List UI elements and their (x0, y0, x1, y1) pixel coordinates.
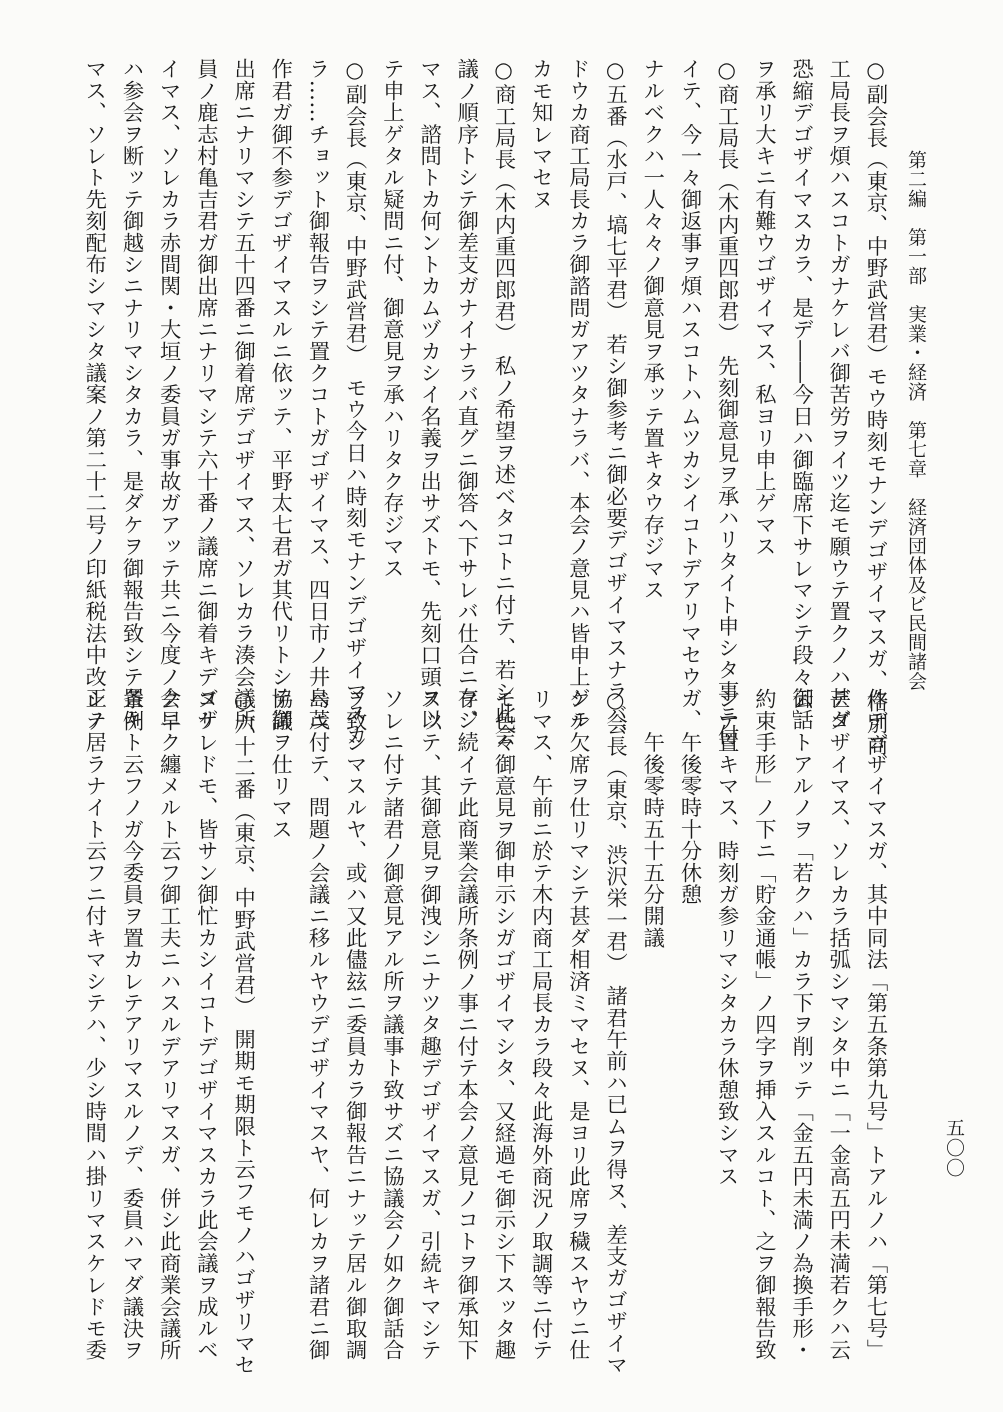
page-number: 五〇〇 (943, 1118, 965, 1178)
text-column: ナルベクハ一人々々ノ御意見ヲ承ッテ置キタウ存ジマス (639, 58, 665, 601)
text-column: 作君ガ御不参デゴザイマスルニ依ッテ、平野太七君ガ其代リトシテ御 (267, 58, 293, 731)
text-column: ○副会長（東京、中野武営君）モウ時刻モナンデゴザイマスガ、格別商 (863, 58, 888, 757)
text-column: 議ノ順序トシテ御差支ガナイナラバ直グニ御答ヘ下サレバ仕合ニ存ジ (453, 58, 479, 731)
text-column: カモ知レマセヌ (528, 58, 554, 210)
text-column: ○商工局長（木内重四郎君） 先刻御意見ヲ承ハリタイト申シタ事ニ付 (714, 58, 740, 746)
text-column: ヲ承リ大キニ有難ウゴザイマス、私ヨリ申上ゲマス (751, 58, 777, 558)
text-column: 条例ト云フノガ今委員ヲ置カレテアリマスルノデ、委員ハマダ議決ヲ (119, 688, 144, 1361)
text-column: 約束手形」ノ下ニ「貯金通帳」ノ四字ヲ挿入スルコト、之ヲ御報告致 (751, 688, 777, 1361)
text-column: ヲ、続イテ此商業会議所条例ノ事ニ付テ本会ノ意見ノコトヲ御承知下 (453, 688, 479, 1361)
text-column: 協議ヲ仕リマス (267, 688, 293, 840)
text-column: イマス、ソレカラ赤間関・大垣ノ委員ガ事故ガアッテ共ニ今度ノ会ニ (156, 58, 182, 731)
text-column: ヲ致シマスルヤ、或ハ又此儘玆ニ委員カラ御報告ニナッテ居ル御取調 (342, 688, 368, 1361)
text-column: スッテ、其御意見ヲ御洩シニナツタ趣デゴザイマスガ、引続キマシテ (416, 688, 442, 1361)
text-column: ○六十二番（東京、中野武営君） 開期モ期限ト云フモノハゴザリマセ (230, 688, 256, 1376)
text-column: デゴザイマス、ソレカラ括弧シマシタ中ニ「一金高五円未満若クハ云 (825, 688, 851, 1361)
text-column: 工局長ヲ煩ハスコトガナケレバ御苦労ヲイツ迄モ願ウテ置クノハ甚ダ (825, 58, 851, 731)
text-column: 云」トアルノヲ「若クハ」カラ下ヲ削ッテ「金五円未満ノ為換手形・ (788, 688, 814, 1361)
text-column: ラ……チョット御報告ヲシテ置クコトガゴザイマス、四日市ノ井島茂 (305, 58, 330, 731)
text-column: ベニ付テ、問題ノ会議ニ移ルヤウデゴザイマスヤ、何レカヲ諸君ニ御 (305, 688, 330, 1361)
text-column: ○商工局長（木内重四郎君） 私ノ希望ヲ述ベタコトニ付テ、若シ此会 (491, 58, 516, 746)
text-column: ク早ク纏メルト云フ御工夫ニハスルデアリマスガ、併シ此商業会議所 (156, 688, 182, 1361)
text-column: 恐縮デゴザイマスカラ、是デ――今日ハ御臨席下サレマシテ段々御話 (788, 58, 814, 731)
text-column: 件デゴザイマスガ、其中同法「第五条第九号」トアルノハ「第七号」 (863, 688, 888, 1361)
text-column: ハ参会ヲ断ッテ御越シニナリマシタカラ、是ダケヲ御報告致シテ置キ (119, 58, 144, 731)
text-column: 出席ニナリマシテ五十四番ニ御着席デゴザイマス、ソレカラ湊会議所 (230, 58, 256, 731)
text-column: マス、諮問トカ何ントカムヅカシイ名義ヲ出サズトモ、先刻口頭ヲ以 (416, 58, 442, 731)
text-column: 員ノ鹿志村亀吉君ガ御出席ニナリマシテ六十番ノ議席ニ御着キデゴザ (193, 58, 219, 731)
text-column: シテ欠席ヲ仕リマシテ甚ダ相済ミマセヌ、是ヨリ此席ヲ穢スヤウニ仕 (565, 688, 591, 1361)
text-column: ○副会長（東京、中野武営君） モウ今日ハ時刻モナンデゴザイマスカ (342, 58, 368, 746)
text-column: イテ、今一々御返事ヲ煩ハスコトハムツカシイコトデアリマセウガ、 (677, 58, 702, 731)
text-column: シテ置キマス、時刻ガ参リマシタカラ休憩致シマス (714, 688, 740, 1188)
text-column: ○会長（東京、渋沢栄一君） 諸君午前ハ已ムヲ得ヌ、差支ガゴザイマ (602, 688, 628, 1376)
text-column: ヌケレドモ、皆サン御忙カシイコトデゴザイマスカラ此会議ヲ成ルベ (193, 688, 219, 1361)
text-column: リマス、午前ニ於テ木内商工局長カラ段々此海外商況ノ取調等ニ付テ (528, 688, 554, 1361)
text-column: ソレニ付テ諸君ノ御意見アル所ヲ議事ト致サズニ協議会ノ如ク御話合 (379, 688, 405, 1361)
text-column: 午後零時十分休憩 (677, 688, 702, 905)
running-head: 第二編 第一部 実業・経済 第七章 経済団体及ビ民間諸会 (905, 150, 927, 691)
text-column: ○五番（水戸、塙七平君） 若シ御参考ニ御必要デゴザイマスナラバ、 (602, 58, 628, 746)
text-column: ドウカ商工局長カラ御諮問ガアツタナラバ、本会ノ意見ハ皆申上ゲル (565, 58, 591, 731)
text-column: モ色々御意見ヲ御申示シガゴザイマシタ、又経過モ御示シ下スッタ趣 (491, 688, 516, 1361)
text-column: 午後零時五十五分開議 (639, 688, 665, 949)
text-column: マス、ソレト先刻配布シマシタ議案ノ第二十二号ノ印紙税法中改正ノ (81, 58, 107, 731)
text-column: シテ居ラナイト云フニ付キマシテハ、少シ時間ハ掛リマスケレドモ委 (81, 688, 107, 1361)
text-column: テ申上ゲタル疑問ニ付、御意見ヲ承ハリタク存ジマス (379, 58, 405, 579)
